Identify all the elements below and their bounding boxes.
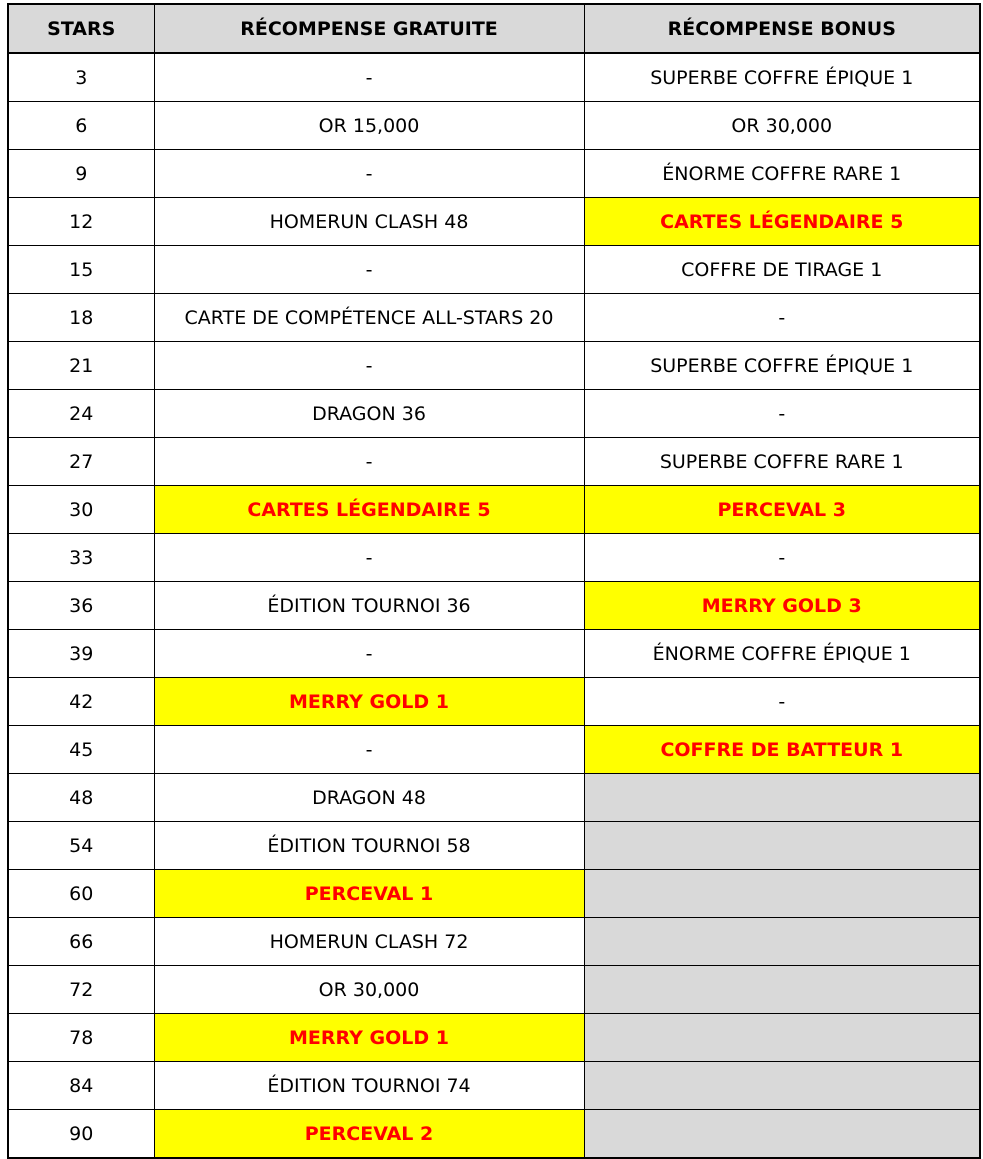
bonus-reward-empty-cell	[584, 966, 980, 1014]
free-reward-cell: -	[154, 150, 584, 198]
free-reward-cell: ÉDITION TOURNOI 36	[154, 582, 584, 630]
bonus-reward-cell: MERRY GOLD 3	[584, 582, 980, 630]
header-row	[8, 4, 980, 53]
table-row	[8, 630, 980, 678]
stars-cell: 15	[8, 246, 154, 294]
free-reward-cell: OR 30,000	[154, 966, 584, 1014]
free-reward-cell: PERCEVAL 1	[154, 870, 584, 918]
table-row	[8, 1014, 980, 1062]
bonus-reward-cell: PERCEVAL 3	[584, 486, 980, 534]
stars-cell: 3	[8, 53, 154, 102]
table-row	[8, 534, 980, 582]
free-reward-cell: -	[154, 438, 584, 486]
free-reward-cell: CARTE DE COMPÉTENCE ALL-STARS 20	[154, 294, 584, 342]
table-row	[8, 918, 980, 966]
table-row	[8, 102, 980, 150]
table-row	[8, 822, 980, 870]
table-row	[8, 342, 980, 390]
table-row	[8, 198, 980, 246]
table-row	[8, 1110, 980, 1159]
free-reward-cell: HOMERUN CLASH 72	[154, 918, 584, 966]
stars-cell: 54	[8, 822, 154, 870]
table-row	[8, 1062, 980, 1110]
free-reward-cell: -	[154, 534, 584, 582]
free-reward-cell: DRAGON 48	[154, 774, 584, 822]
bonus-reward-empty-cell	[584, 918, 980, 966]
bonus-reward-cell: OR 30,000	[584, 102, 980, 150]
stars-cell: 48	[8, 774, 154, 822]
bonus-reward-cell: SUPERBE COFFRE RARE 1	[584, 438, 980, 486]
stars-cell: 6	[8, 102, 154, 150]
stars-cell: 18	[8, 294, 154, 342]
table-row	[8, 486, 980, 534]
bonus-reward-cell: ÉNORME COFFRE ÉPIQUE 1	[584, 630, 980, 678]
stars-cell: 72	[8, 966, 154, 1014]
stars-cell: 90	[8, 1110, 154, 1159]
stars-cell: 9	[8, 150, 154, 198]
stars-cell: 12	[8, 198, 154, 246]
free-reward-cell: PERCEVAL 2	[154, 1110, 584, 1159]
stars-cell: 36	[8, 582, 154, 630]
header-stars: STARS	[8, 4, 154, 53]
stars-cell: 24	[8, 390, 154, 438]
free-reward-cell: -	[154, 726, 584, 774]
bonus-reward-empty-cell	[584, 774, 980, 822]
stars-cell: 27	[8, 438, 154, 486]
bonus-reward-cell: COFFRE DE TIRAGE 1	[584, 246, 980, 294]
table-row	[8, 150, 980, 198]
stars-cell: 30	[8, 486, 154, 534]
free-reward-cell: ÉDITION TOURNOI 74	[154, 1062, 584, 1110]
bonus-reward-empty-cell	[584, 1110, 980, 1159]
free-reward-cell: MERRY GOLD 1	[154, 1014, 584, 1062]
stars-cell: 66	[8, 918, 154, 966]
bonus-reward-empty-cell	[584, 1062, 980, 1110]
free-reward-cell: OR 15,000	[154, 102, 584, 150]
bonus-reward-cell: -	[584, 678, 980, 726]
bonus-reward-cell: -	[584, 534, 980, 582]
bonus-reward-cell: COFFRE DE BATTEUR 1	[584, 726, 980, 774]
header-bonus-reward: RÉCOMPENSE BONUS	[584, 4, 980, 53]
table-row	[8, 53, 980, 102]
table-row	[8, 678, 980, 726]
table-row	[8, 870, 980, 918]
rewards-table-container	[7, 3, 979, 1159]
bonus-reward-empty-cell	[584, 1014, 980, 1062]
stars-cell: 33	[8, 534, 154, 582]
free-reward-cell: -	[154, 53, 584, 102]
free-reward-cell: CARTES LÉGENDAIRE 5	[154, 486, 584, 534]
stars-cell: 42	[8, 678, 154, 726]
stars-cell: 84	[8, 1062, 154, 1110]
stars-cell: 78	[8, 1014, 154, 1062]
free-reward-cell: -	[154, 630, 584, 678]
rewards-table	[7, 3, 981, 1159]
free-reward-cell: MERRY GOLD 1	[154, 678, 584, 726]
bonus-reward-cell: CARTES LÉGENDAIRE 5	[584, 198, 980, 246]
free-reward-cell: DRAGON 36	[154, 390, 584, 438]
table-row	[8, 294, 980, 342]
table-row	[8, 582, 980, 630]
table-header	[8, 4, 980, 53]
table-row	[8, 246, 980, 294]
table-row	[8, 966, 980, 1014]
free-reward-cell: -	[154, 246, 584, 294]
bonus-reward-empty-cell	[584, 822, 980, 870]
header-free-reward: RÉCOMPENSE GRATUITE	[154, 4, 584, 53]
table-row	[8, 390, 980, 438]
stars-cell: 45	[8, 726, 154, 774]
bonus-reward-cell: SUPERBE COFFRE ÉPIQUE 1	[584, 342, 980, 390]
table-row	[8, 774, 980, 822]
free-reward-cell: HOMERUN CLASH 48	[154, 198, 584, 246]
bonus-reward-empty-cell	[584, 870, 980, 918]
stars-cell: 39	[8, 630, 154, 678]
bonus-reward-cell: -	[584, 294, 980, 342]
bonus-reward-cell: -	[584, 390, 980, 438]
table-row	[8, 726, 980, 774]
free-reward-cell: -	[154, 342, 584, 390]
free-reward-cell: ÉDITION TOURNOI 58	[154, 822, 584, 870]
table-body	[8, 53, 980, 1158]
bonus-reward-cell: ÉNORME COFFRE RARE 1	[584, 150, 980, 198]
table-row	[8, 438, 980, 486]
stars-cell: 60	[8, 870, 154, 918]
stars-cell: 21	[8, 342, 154, 390]
bonus-reward-cell: SUPERBE COFFRE ÉPIQUE 1	[584, 53, 980, 102]
